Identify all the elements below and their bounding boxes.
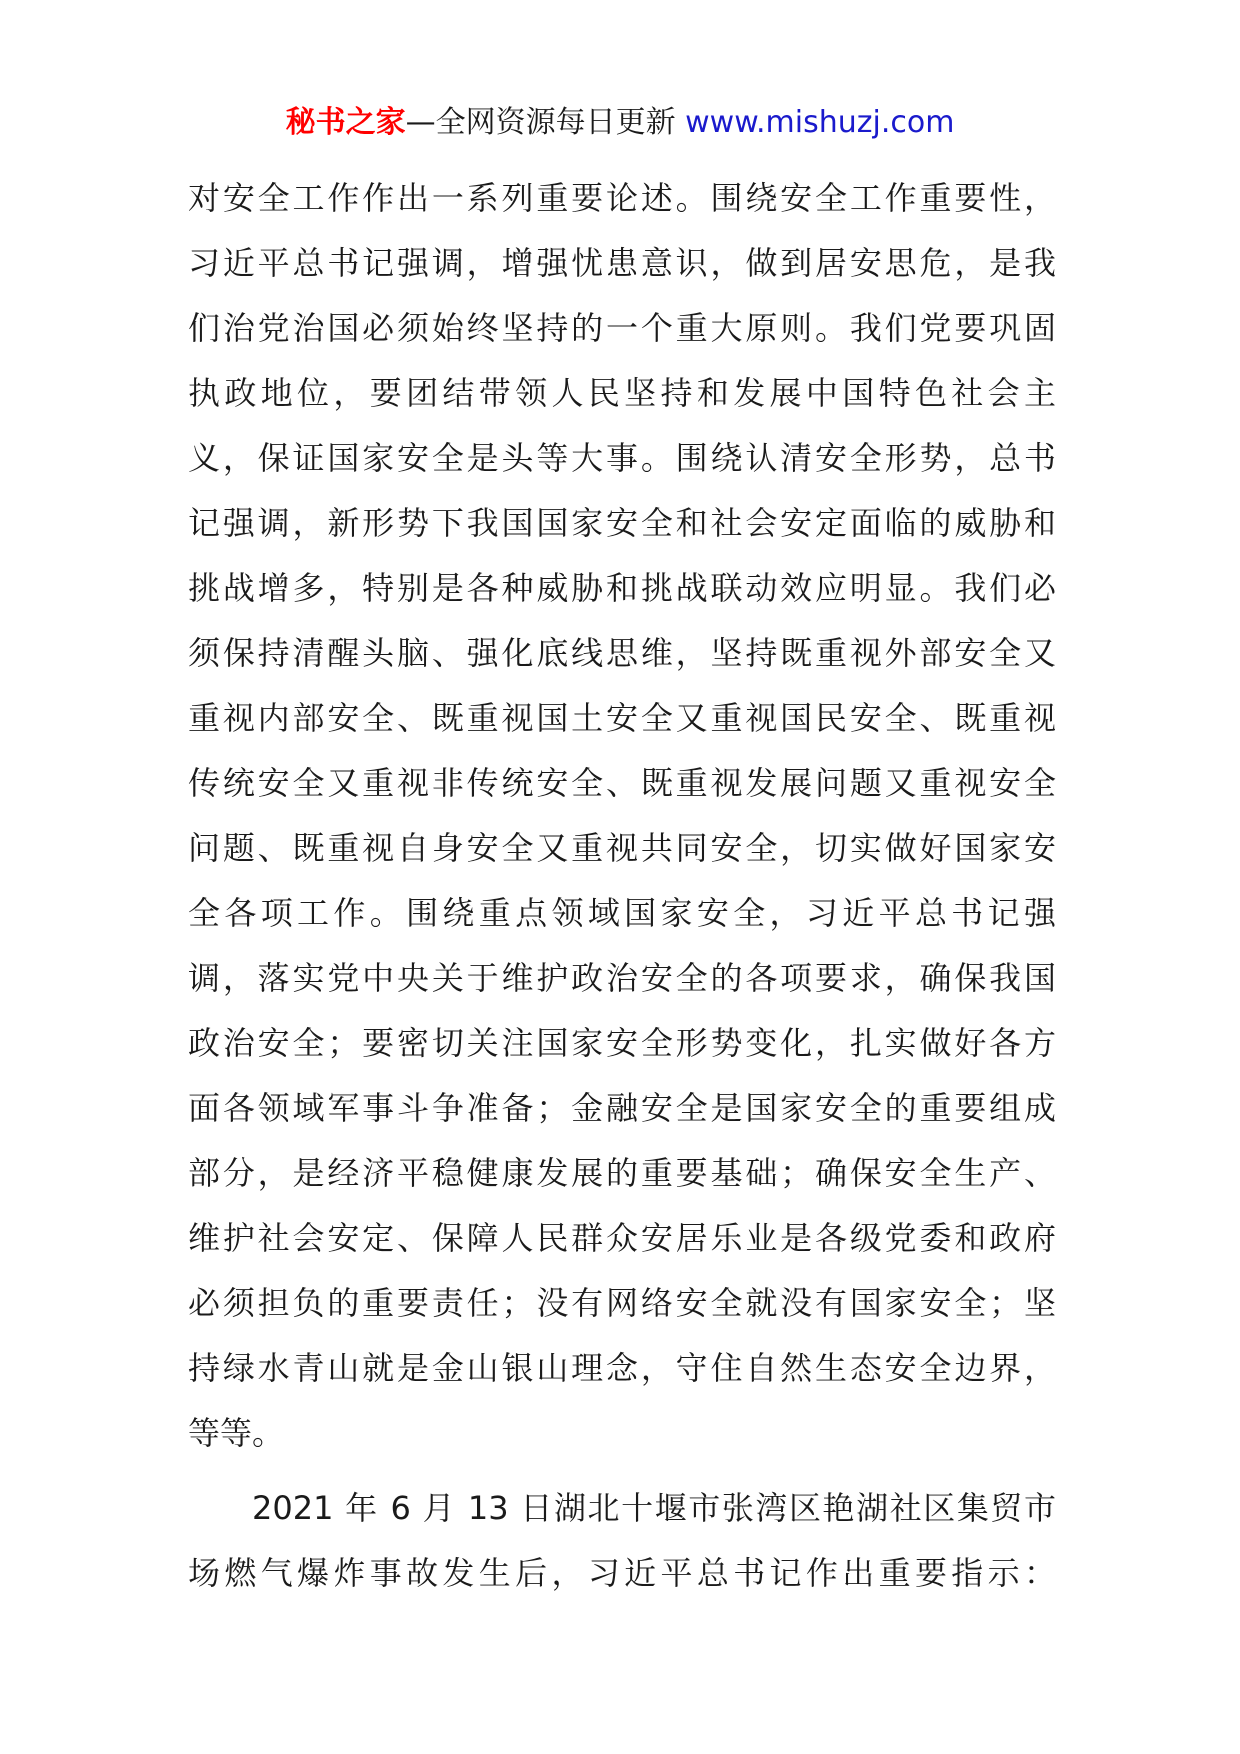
text-line: 重视内部安全、既重视国土安全又重视国民安全、既重视: [188, 699, 1056, 737]
site-url: www.mishuzj.com: [685, 105, 955, 140]
text-line: 对安全工作作出一系列重要论述。围绕安全工作重要性，: [188, 179, 1056, 217]
text-line: 场燃气爆炸事故发生后，习近平总书记作出重要指示：: [188, 1554, 1056, 1592]
text-line: 面各领域军事斗争准备；金融安全是国家安全的重要组成: [188, 1089, 1056, 1127]
text-line: 等等。: [188, 1414, 285, 1452]
page-header: [0, 103, 1240, 143]
text-line: 记强调，新形势下我国国家安全和社会安定面临的威胁和: [188, 504, 1056, 542]
text-line: 执政地位，要团结带领人民坚持和发展中国特色社会主: [188, 374, 1056, 412]
text-line: 2021 年 6 月 13 日湖北十堰市张湾区艳湖社区集贸市: [252, 1489, 1056, 1527]
text-line: 必须担负的重要责任；没有网络安全就没有国家安全；坚: [188, 1284, 1056, 1322]
text-line: 须保持清醒头脑、强化底线思维，坚持既重视外部安全又: [188, 634, 1056, 672]
text-line: 维护社会安定、保障人民群众安居乐业是各级党委和政府: [188, 1219, 1056, 1257]
paragraph-gap: [188, 1466, 1056, 1476]
text-line: 调，落实党中央关于维护政治安全的各项要求，确保我国: [188, 959, 1056, 997]
document-body: [188, 166, 1056, 1606]
text-line: 政治安全；要密切关注国家安全形势变化，扎实做好各方: [188, 1024, 1056, 1062]
paragraph-2: [188, 1476, 1056, 1606]
brand-name: 秘书之家: [285, 105, 406, 140]
text-line: 持绿水青山就是金山银山理念，守住自然生态安全边界，: [188, 1349, 1056, 1387]
text-line: 们治党治国必须始终坚持的一个重大原则。我们党要巩固: [188, 309, 1056, 347]
text-line: 问题、既重视自身安全又重视共同安全，切实做好国家安: [188, 829, 1056, 867]
paragraph-1: [188, 166, 1056, 1466]
text-line: 部分，是经济平稳健康发展的重要基础；确保安全生产、: [188, 1154, 1056, 1192]
text-line: 义，保证国家安全是头等大事。围绕认清安全形势，总书: [188, 439, 1056, 477]
text-line: 挑战增多，特别是各种威胁和挑战联动效应明显。我们必: [188, 569, 1056, 607]
text-line: 全各项工作。围绕重点领域国家安全，习近平总书记强: [188, 894, 1056, 932]
header-tagline: —全网资源每日更新: [405, 105, 686, 140]
text-line: 传统安全又重视非传统安全、既重视发展问题又重视安全: [188, 764, 1056, 802]
text-line: 习近平总书记强调，增强忧患意识，做到居安思危，是我: [188, 244, 1056, 282]
